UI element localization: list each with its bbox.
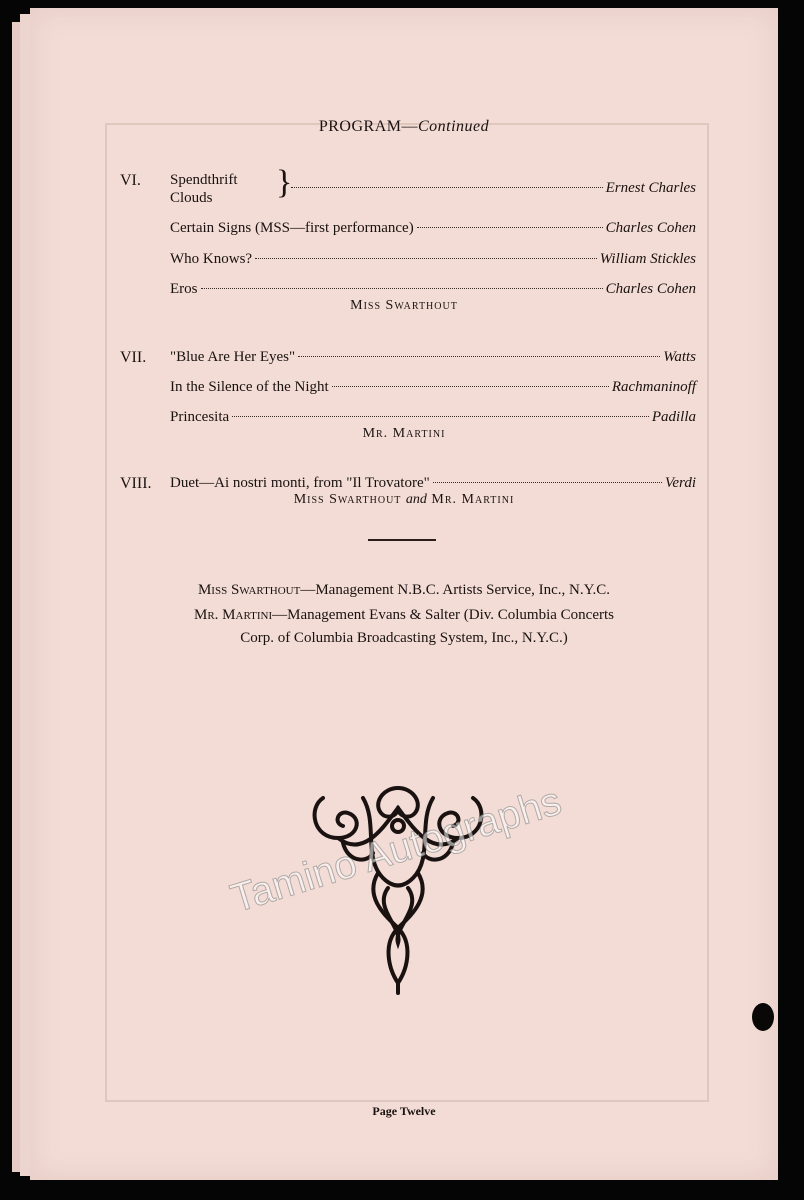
program-item-title: "Blue Are Her Eyes" xyxy=(170,349,296,365)
program-item xyxy=(170,475,696,492)
composer: William Stickles xyxy=(599,251,696,267)
program-item xyxy=(288,180,696,197)
program-item-title: Spendthrift xyxy=(170,172,238,188)
section-numeral: VIII. xyxy=(120,475,152,492)
composer: Charles Cohen xyxy=(605,220,696,236)
program-item xyxy=(170,409,696,426)
program-item-title: Duet—Ai nostri monti, from "Il Trovatore" xyxy=(170,475,430,491)
section-numeral: VI. xyxy=(120,172,141,189)
program-item-title: Princesita xyxy=(170,409,230,425)
watermark: Tamino Autographs xyxy=(225,778,567,922)
performer-name: Miss Swarthout and Mr. Martini xyxy=(293,492,515,507)
divider-rule xyxy=(368,539,436,541)
section-numeral: VII. xyxy=(120,349,147,366)
program-page xyxy=(30,8,778,1180)
brace-symbol: } xyxy=(276,164,293,201)
program-item-title: Certain Signs (MSS—first performance) xyxy=(170,220,414,236)
program-item xyxy=(170,220,696,237)
program-item-title: Eros xyxy=(170,281,198,297)
management-line: Corp. of Columbia Broadcasting System, Inc., N.Y.C.) xyxy=(240,630,568,646)
performer-name: Mr. Martini xyxy=(362,426,446,441)
management-line: Mr. Martini—Management Evans & Salter (Div. Columbia Concerts xyxy=(194,607,614,623)
program-item-title: In the Silence of the Night xyxy=(170,379,329,395)
composer: Ernest Charles xyxy=(605,180,696,196)
punched-hole xyxy=(752,1003,774,1031)
composer: Padilla xyxy=(651,409,696,425)
management-line: Miss Swarthout—Management N.B.C. Artists Service, Inc., N.Y.C. xyxy=(197,582,611,598)
composer: Charles Cohen xyxy=(605,281,696,297)
program-item xyxy=(170,349,696,366)
program-item-title: Who Knows? xyxy=(170,251,253,267)
composer: Watts xyxy=(663,349,696,365)
program-item xyxy=(170,281,696,298)
program-item xyxy=(170,379,696,396)
performer-name: Miss Swarthout xyxy=(350,298,458,313)
program-item xyxy=(170,251,696,268)
program-item-title: Clouds xyxy=(170,190,213,206)
page-number: Page Twelve xyxy=(372,1104,436,1118)
composer: Verdi xyxy=(664,475,696,491)
page-title: PROGRAM—Continued xyxy=(318,118,490,135)
composer: Rachmaninoff xyxy=(611,379,696,395)
